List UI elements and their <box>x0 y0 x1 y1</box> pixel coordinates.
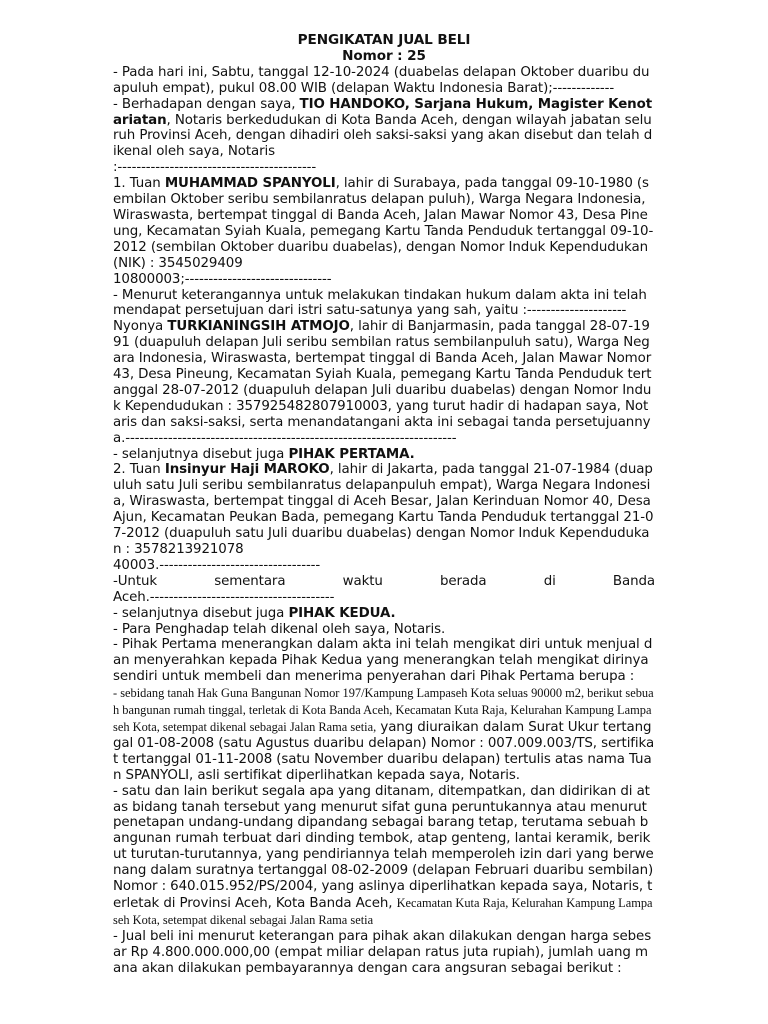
fixtures-serif-text: Kecamatan Kuta Raja, Kelurahan Kampung Lampaseh Kota, setempat dikenal sebagai Jalan Rama setia <box>113 895 653 927</box>
party2-name: Insinyur Haji MAROKO <box>164 462 330 478</box>
object-serif-text: - sebidang tanah Hak Guna Bangunan Nomor 197/Kampung Lampaseh Kota seluas 90000 m2, berikut sebuah bangunan rumah tinggal, terletak di Kota Banda Aceh, Kecamatan Kuta Raja, Kelurahan Kampung Lampaseh Kota, setempat dikenal sebagai Jalan Rama setia, <box>113 686 654 734</box>
fixtures-paragraph <box>113 784 655 929</box>
object-paragraph <box>113 685 655 783</box>
known-paragraph: - Para Penghadap telah dikenal oleh saya, Notaris. <box>113 621 446 637</box>
party2-label: PIHAK KEDUA. <box>288 605 396 621</box>
party1-label-line: - selanjutnya disebut juga PIHAK PERTAMA. <box>113 446 415 462</box>
party2-nik-end: 40003.---------------------------------- <box>113 557 321 573</box>
object-sans-text: yang diuraikan dalam Surat Ukur tertanggal 01-08-2008 (satu Agustus duaribu delapan) Nomor : 007.009.003/TS, sertifikat tertanggal 01-11-2008 (satu November duaribu delapan) tertulis atas nama Tuan SPANYOLI, asli sertifikat diperlihatkan kepada saya, Notaris. <box>113 719 655 783</box>
notary-paragraph: - Berhadapan dengan saya, TIO HANDOKO, Sarjana Hukum, Magister Kenotariatan, Notaris berkedudukan di Kota Banda Aceh, dengan wilayah jabatan seluruh Provinsi Aceh, dengan dihadiri oleh saksi-saksi yang akan disebut dan telah dikenal oleh saya, Notaris <box>113 96 653 160</box>
deed-title: PENGIKATAN JUAL BELI <box>297 32 471 48</box>
party2-paragraph: 2. Tuan Insinyur Haji MAROKO, lahir di Jakarta, pada tanggal 21-07-1984 (duapuluh satu Juli seribu sembilanratus delapanpuluh empat), Warga Negara Indonesia, Wiraswasta, bertempat tinggal di Aceh Besar, Jalan Kerinduan Nomor 40, Desa Ajun, Kecamatan Peukan Bada, pemegang Kartu Tanda Penduduk tertanggal 21-07-2012 (duapuluh satu Juli duaribu duabelas) dengan Nomor Induk Kependudukan : 3578213921078 <box>113 462 654 557</box>
party1-label: PIHAK PERTAMA. <box>288 446 415 462</box>
notary-dashes: :------------------------------------------ <box>113 160 317 176</box>
party1-nik-end: 10800003;------------------------------- <box>113 271 332 287</box>
spouse-paragraph: Nyonya TURKIANINGSIH ATMOJO, lahir di Banjarmasin, pada tanggal 28-07-1991 (duapuluh delapan Juli seribu sembilan ratus sembilanpuluh satu), Warga Negara Indonesia, Wiraswasta, bertempat tinggal di Banda Aceh, Jalan Mawar Nomor 43, Desa Pineung, Kecamatan Syiah Kuala, pemegang Kartu Tanda Penduduk tertanggal 28-07-2012 (duapuluh delapan Juli duaribu duabelas) dengan Nomor Induk Kependudukan : 357925482807910003, yang turut hadir di hadapan saya, Notaris dan saksi-saksi, serta menandatangani akta ini sebagai tanda persetujuannya.---------------------------------------------------------------------- <box>113 319 652 446</box>
fixtures-sans-text: - satu dan lain berikut segala apa yang ditanam, ditempatkan, dan didirikan di atas bidang tanah tersebut yang menurut sifat guna peruntukannya atau menurut penetapan undang-undang dipandang sebagai barang tetap, terutama sebuah bangunan rumah terbuat dari dinding tembok, atap genteng, lantai keramik, berikut turutan-turutannya, yang pendiriannya telah memperoleh izin dari yang berwenang dalam suratnya tertanggal 08-02-2009 (delapan Februari duaribu sembilan) Nomor : 640.015.952/PS/2004, yang aslinya diperlihatkan kepada saya, Notaris, terletak di Provinsi Aceh, Kota Banda Aceh, <box>113 783 654 911</box>
consent-paragraph: - Menurut keterangannya untuk melakukan tindakan hukum dalam akta ini telah mendapat persetujuan dari istri satu-satunya yang sah, yaitu :--------------------- <box>113 287 647 319</box>
party1-name: MUHAMMAD SPANYOLI <box>164 176 336 192</box>
deed-document <box>113 33 655 976</box>
spouse-name: TURKIANINGSIH ATMOJO <box>167 319 350 335</box>
party1-paragraph: 1. Tuan MUHAMMAD SPANYOLI, lahir di Surabaya, pada tanggal 09-10-1980 (sembilan Oktober seribu sembilanratus delapan puluh), Warga Negara Indonesia, Wiraswasta, bertempat tinggal di Banda Aceh, Jalan Mawar Nomor 43, Desa Pineung, Kecamatan Syiah Kuala, pemegang Kartu Tanda Penduduk tertanggal 09-10-2012 (sembilan Oktober duaribu duabelas), dengan Nomor Induk Kependudukan (NIK) : 3545029409 <box>113 176 654 271</box>
party2-temp-line: -Untuk sementara waktu berada di Banda <box>113 573 655 589</box>
statement-paragraph: - Pihak Pertama menerangkan dalam akta ini telah mengikat diri untuk menjual dan menyerahkan kepada Pihak Kedua yang menerangkan telah mengikat dirinya sendiri untuk membeli dan menerima penyerahan dari Pihak Pertama berupa : <box>113 637 653 685</box>
notary-name: TIO HANDOKO, Sarjana Hukum, Magister Kenotariatan <box>113 96 653 128</box>
intro-paragraph: - Pada hari ini, Sabtu, tanggal 12-10-2024 (duabelas delapan Oktober duaribu duapuluh empat), pukul 08.00 WIB (delapan Waktu Indonesia Barat);------------- <box>113 64 650 96</box>
party2-temp-line-end: Aceh.--------------------------------------- <box>113 589 335 605</box>
deed-number: Nomor : 25 <box>342 47 426 64</box>
party2-label-line: - selanjutnya disebut juga PIHAK KEDUA. <box>113 605 396 621</box>
price-paragraph: - Jual beli ini menurut keterangan para pihak akan dilakukan dengan harga sebesar Rp 4.800.000.000,00 (empat miliar delapan ratus juta rupiah), jumlah uang mana akan dilakukan pembayarannya dengan cara angsuran sebagai berikut : <box>113 928 652 976</box>
